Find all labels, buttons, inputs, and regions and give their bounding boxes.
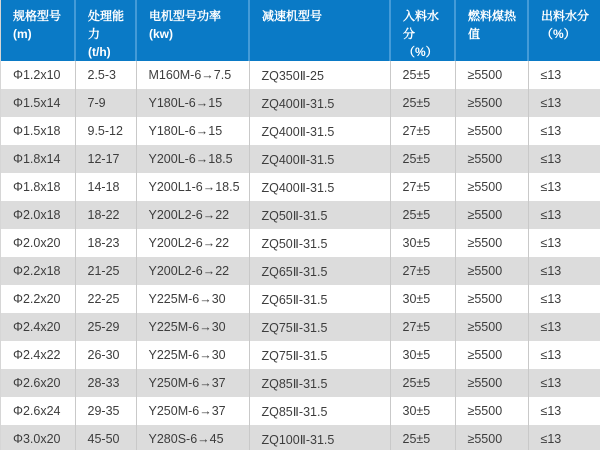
table-row bbox=[1, 89, 600, 117]
table-cell: ≥5500 bbox=[455, 173, 528, 201]
table-cell: Y200L1-6→18.5 bbox=[136, 173, 249, 201]
table-cell: 25±5 bbox=[390, 145, 455, 173]
table-cell: 25±5 bbox=[390, 61, 455, 89]
table-cell: ≥5500 bbox=[455, 201, 528, 229]
table-cell: ZQ350Ⅱ-25 bbox=[249, 61, 390, 89]
table-cell: ≥5500 bbox=[455, 397, 528, 425]
table-row bbox=[1, 341, 600, 369]
table-row bbox=[1, 425, 600, 450]
table-cell: 25-29 bbox=[75, 313, 136, 341]
table-cell: ≤13 bbox=[540, 152, 562, 166]
table-cell: ≤13 bbox=[540, 348, 562, 362]
table-cell: 25±5 bbox=[390, 425, 455, 450]
table-cell: 9.5-12 bbox=[75, 117, 136, 145]
table-cell: 29-35 bbox=[75, 397, 136, 425]
table-cell: ≤13 bbox=[540, 124, 562, 138]
table-cell: 25±5 bbox=[390, 89, 455, 117]
table-cell: Φ1.5x14 bbox=[1, 89, 75, 117]
column-unit: （%） bbox=[403, 45, 438, 59]
spec-table bbox=[1, 0, 600, 450]
column-title: 入料水分 bbox=[403, 9, 440, 41]
table-cell: M160M-6→7.5 bbox=[136, 61, 249, 89]
table-cell: ≤13 bbox=[540, 320, 562, 334]
table-cell: ≤13 bbox=[540, 236, 562, 250]
table-cell: Φ3.0x20 bbox=[1, 425, 75, 450]
table-cell: ≤13 bbox=[540, 432, 562, 446]
column-header-capacity bbox=[75, 0, 136, 61]
table-cell: 26-30 bbox=[75, 341, 136, 369]
table-cell: ZQ75Ⅱ-31.5 bbox=[249, 341, 390, 369]
table-cell: ZQ400Ⅱ-31.5 bbox=[249, 173, 390, 201]
table-cell: Φ2.4x20 bbox=[1, 313, 75, 341]
table-cell: Φ2.2x18 bbox=[1, 257, 75, 285]
table-cell: ZQ65Ⅱ-31.5 bbox=[249, 285, 390, 313]
column-title: 规格型号 bbox=[13, 9, 62, 23]
table-cell: Φ1.8x14 bbox=[1, 145, 75, 173]
column-title: 燃料煤热值 bbox=[468, 9, 517, 41]
table-cell: ≥5500 bbox=[455, 341, 528, 369]
table-row bbox=[1, 173, 600, 201]
column-title: 处理能力 bbox=[88, 9, 125, 41]
column-header-discharge-moisture bbox=[528, 0, 600, 61]
table-cell: Y250M-6→37 bbox=[136, 369, 249, 397]
table-row bbox=[1, 285, 600, 313]
column-header-motor-power bbox=[136, 0, 249, 61]
column-unit: (kw) bbox=[149, 27, 173, 41]
column-header-coal-calorific-value bbox=[455, 0, 528, 61]
table-body bbox=[1, 61, 600, 450]
column-title: 减速机型号 bbox=[262, 9, 323, 23]
table-cell: ZQ85Ⅱ-31.5 bbox=[249, 397, 390, 425]
table-cell: ≥5500 bbox=[455, 369, 528, 397]
table-cell: 2.5-3 bbox=[75, 61, 136, 89]
table-cell: ZQ400Ⅱ-31.5 bbox=[249, 117, 390, 145]
column-header-reducer-model bbox=[249, 0, 390, 61]
table-cell: ≥5500 bbox=[455, 61, 528, 89]
column-title: 出料水分 bbox=[541, 9, 590, 23]
table-cell: Y250M-6→37 bbox=[136, 397, 249, 425]
table-cell: 25±5 bbox=[390, 201, 455, 229]
table-cell: Φ1.5x18 bbox=[1, 117, 75, 145]
table-cell: Y280S-6→45 bbox=[136, 425, 249, 450]
table-cell: ≤13 bbox=[540, 180, 562, 194]
table-cell: 25±5 bbox=[390, 369, 455, 397]
table-cell: 30±5 bbox=[390, 341, 455, 369]
table-cell: Φ2.6x24 bbox=[1, 397, 75, 425]
table-row bbox=[1, 201, 600, 229]
table-cell: 21-25 bbox=[75, 257, 136, 285]
table-cell: ≤13 bbox=[540, 264, 562, 278]
table-header bbox=[1, 0, 600, 61]
table-cell: 27±5 bbox=[390, 117, 455, 145]
table-cell: Y200L2-6→22 bbox=[136, 257, 249, 285]
table-cell: ≥5500 bbox=[455, 145, 528, 173]
table-cell: Φ2.0x20 bbox=[1, 229, 75, 257]
table-cell: Φ1.8x18 bbox=[1, 173, 75, 201]
table-row bbox=[1, 229, 600, 257]
table-cell: 14-18 bbox=[75, 173, 136, 201]
table-cell: ZQ100Ⅱ-31.5 bbox=[249, 425, 390, 450]
column-title: 电机型号功率 bbox=[149, 9, 222, 23]
table-cell: Φ1.2x10 bbox=[1, 61, 75, 89]
table-cell: ≤13 bbox=[540, 208, 562, 222]
column-header-spec-model bbox=[1, 0, 75, 61]
table-row bbox=[1, 369, 600, 397]
table-cell: 30±5 bbox=[390, 229, 455, 257]
table-cell: Φ2.4x22 bbox=[1, 341, 75, 369]
table-cell: 27±5 bbox=[390, 257, 455, 285]
table-cell: ZQ400Ⅱ-31.5 bbox=[249, 145, 390, 173]
table-cell: ≥5500 bbox=[455, 89, 528, 117]
table-row bbox=[1, 313, 600, 341]
table-cell: Y200L-6→18.5 bbox=[136, 145, 249, 173]
table-row bbox=[1, 257, 600, 285]
table-cell: ≥5500 bbox=[455, 229, 528, 257]
column-unit: （%） bbox=[541, 27, 576, 41]
table-cell: ≥5500 bbox=[455, 425, 528, 450]
table-cell: ZQ50Ⅱ-31.5 bbox=[249, 201, 390, 229]
table-cell: Y225M-6→30 bbox=[136, 313, 249, 341]
table-cell: ≥5500 bbox=[455, 313, 528, 341]
table-row bbox=[1, 145, 600, 173]
table-cell: ≤13 bbox=[540, 376, 562, 390]
table-cell: ≤13 bbox=[540, 68, 562, 82]
column-header-feed-moisture bbox=[390, 0, 455, 61]
table-cell: ZQ85Ⅱ-31.5 bbox=[249, 369, 390, 397]
table-cell: 45-50 bbox=[75, 425, 136, 450]
table-cell: 7-9 bbox=[75, 89, 136, 117]
table-cell: 18-23 bbox=[75, 229, 136, 257]
table-cell: ≥5500 bbox=[455, 117, 528, 145]
table-cell: Y180L-6→15 bbox=[136, 117, 249, 145]
table-cell: ≥5500 bbox=[455, 285, 528, 313]
table-cell: 30±5 bbox=[390, 285, 455, 313]
column-unit: (t/h) bbox=[88, 45, 111, 59]
table-cell: 28-33 bbox=[75, 369, 136, 397]
table-cell: 27±5 bbox=[390, 313, 455, 341]
table-cell: ≤13 bbox=[540, 96, 562, 110]
table-cell: ≥5500 bbox=[455, 257, 528, 285]
table-cell: 27±5 bbox=[390, 173, 455, 201]
table-cell: 12-17 bbox=[75, 145, 136, 173]
table-cell: 22-25 bbox=[75, 285, 136, 313]
table-row bbox=[1, 397, 600, 425]
table-cell: ≤13 bbox=[540, 292, 562, 306]
table-cell: Y225M-6→30 bbox=[136, 341, 249, 369]
table-cell: ZQ50Ⅱ-31.5 bbox=[249, 229, 390, 257]
table-cell: 18-22 bbox=[75, 201, 136, 229]
column-unit: (m) bbox=[13, 27, 32, 41]
table-cell: Φ2.2x20 bbox=[1, 285, 75, 313]
table-cell: ZQ65Ⅱ-31.5 bbox=[249, 257, 390, 285]
table-cell: ZQ75Ⅱ-31.5 bbox=[249, 313, 390, 341]
table-cell: Y225M-6→30 bbox=[136, 285, 249, 313]
table-cell: Φ2.0x18 bbox=[1, 201, 75, 229]
table-cell: Φ2.6x20 bbox=[1, 369, 75, 397]
table-row bbox=[1, 117, 600, 145]
table-row bbox=[1, 61, 600, 89]
table-cell: Y180L-6→15 bbox=[136, 89, 249, 117]
table-cell: Y200L2-6→22 bbox=[136, 201, 249, 229]
header-row bbox=[1, 0, 600, 61]
table-cell: 30±5 bbox=[390, 397, 455, 425]
table-cell: ≤13 bbox=[540, 404, 562, 418]
table-cell: ZQ400Ⅱ-31.5 bbox=[249, 89, 390, 117]
table-cell: Y200L2-6→22 bbox=[136, 229, 249, 257]
